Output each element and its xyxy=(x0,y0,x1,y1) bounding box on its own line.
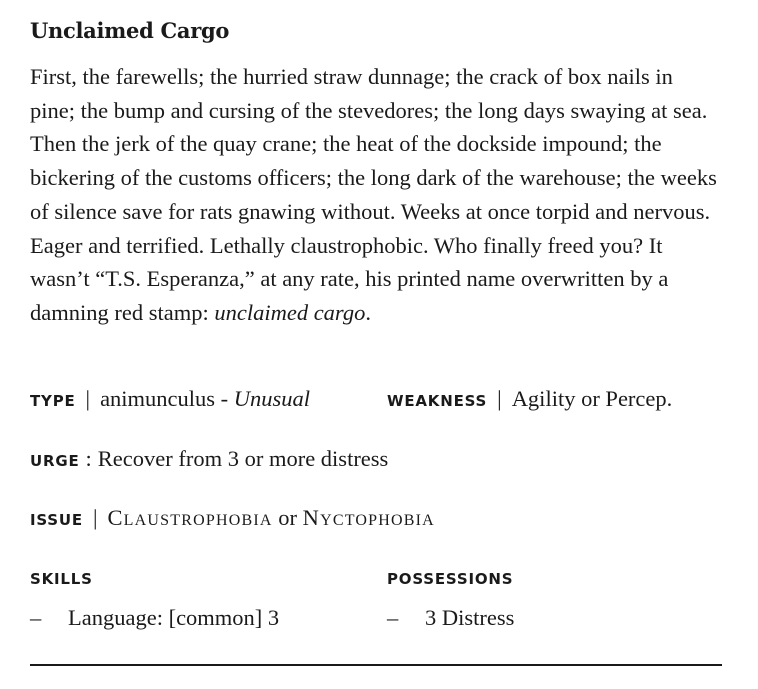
type-row xyxy=(30,386,310,412)
issue-connector: or xyxy=(278,505,297,530)
weakness-separator: | xyxy=(497,386,502,411)
description-italic: unclaimed cargo xyxy=(214,299,366,325)
urge-value: Recover from 3 or more distress xyxy=(97,446,389,471)
entry-title: Unclaimed Cargo xyxy=(30,18,230,43)
weakness-value: Agility or Percep. xyxy=(511,386,673,411)
urge-label: URGE xyxy=(30,452,80,470)
weakness-label: WEAKNESS xyxy=(387,392,488,410)
description-text: First, the farewells; the hurried straw dunnage; the crack of box nails in pine; the bump and cursing of the stevedores; the long days swaying at sea. Then the jerk of the quay crane; the heat of the dockside impound; the bickering of the customs officers; the long dark of the warehouse; the weeks of silence save for rats gnawing without. Weeks at once torpid and nervous. Eager and terrified. Lethally claustrophobic. Who finally freed you? It wasn’t “T.S. Esperanza,” at any rate, his printed name overwritten by a damning red stamp: xyxy=(30,64,717,325)
type-label: TYPE xyxy=(30,392,76,410)
issue-value-2: Nyctophobia xyxy=(302,505,435,530)
type-separator: | xyxy=(85,386,91,411)
issue-label: ISSUE xyxy=(30,511,83,529)
urge-separator: : xyxy=(85,446,92,471)
type-value: animunculus - xyxy=(100,386,234,411)
skills-label: SKILLS xyxy=(30,570,93,588)
skills-list-item xyxy=(30,605,279,631)
possessions-item-text: 3 Distress xyxy=(425,605,515,630)
possessions-bullet: – xyxy=(387,605,399,630)
bottom-divider xyxy=(30,664,722,666)
urge-row xyxy=(30,446,388,472)
possessions-header xyxy=(387,564,513,590)
skills-bullet: – xyxy=(30,605,42,630)
possessions-label: POSSESSIONS xyxy=(387,570,514,588)
issue-row xyxy=(30,505,435,531)
description-end: . xyxy=(365,299,371,325)
skills-item-text: Language: [common] 3 xyxy=(68,605,280,630)
entry-description xyxy=(30,60,722,330)
issue-value-1: Claustrophobia xyxy=(107,505,273,530)
character-card xyxy=(30,16,722,630)
type-rarity: Unusual xyxy=(233,386,311,411)
issue-separator: | xyxy=(92,505,98,530)
weakness-row xyxy=(387,386,672,412)
skills-header xyxy=(30,564,93,590)
possessions-list-item xyxy=(387,605,514,631)
